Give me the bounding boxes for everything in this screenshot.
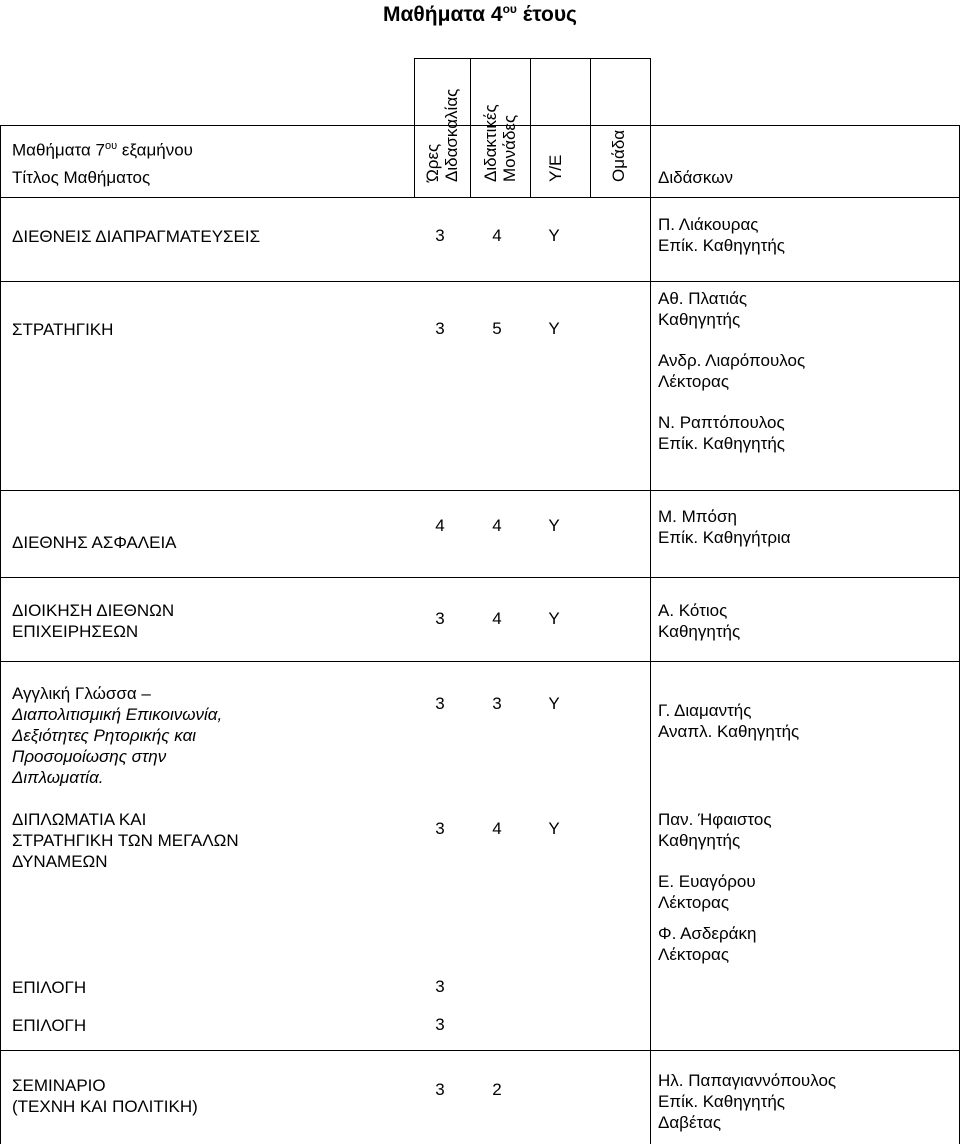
instructor-cell: Α. Κότιος Καθηγητής — [658, 601, 741, 641]
instructor-cell: Γ. Διαμαντής Αναπλ. Καθηγητής — [658, 701, 800, 741]
hours-cell: 3 — [435, 977, 445, 996]
hours-header-line2: Διδασκαλίας — [442, 88, 461, 182]
units-header-line2: Μονάδες — [500, 114, 519, 182]
subject-title-header: Τίτλος Μαθήματος — [12, 168, 151, 187]
type-cell: Υ — [548, 609, 560, 628]
subject-cell: ΣΤΡΑΤΗΓΙΚΗ — [12, 320, 114, 339]
hours-cell: 3 — [435, 226, 445, 245]
subject-cell: ΣΕΜΙΝΑΡΙΟ (ΤΕΧΝΗ ΚΑΙ ΠΟΛΙΤΙΚΗ) — [12, 1076, 198, 1116]
semester-label: Μαθήματα $7^{o\upsilon}$ εξαμήνου — [12, 140, 193, 160]
units-cell: 3 — [492, 694, 502, 713]
units-cell: 4 — [492, 609, 502, 628]
type-cell: Υ — [548, 319, 560, 338]
hours-cell: 3 — [435, 319, 445, 338]
units-cell: 4 — [492, 516, 502, 535]
type-cell: Υ — [548, 694, 560, 713]
instructor-cell: Μ. Μπόση Επίκ. Καθηγήτρια — [658, 507, 791, 547]
hours-cell: 3 — [435, 819, 445, 838]
hours-header: Ώρες — [423, 143, 442, 182]
instructor-cell: Π. Λιάκουρας Επίκ. Καθηγητής — [658, 215, 785, 255]
instructor-cell: Παν. Ήφαιστος Καθηγητής Ε. Ευαγόρου Λέκτορας Φ. Ασδεράκη Λέκτορας — [658, 810, 772, 964]
subject-cell: ΕΠΙΛΟΓΗ — [12, 978, 87, 997]
units-cell: 2 — [492, 1080, 502, 1099]
hours-cell: 4 — [435, 516, 445, 535]
type-cell: Υ — [548, 516, 560, 535]
group-header: Ομάδα — [609, 129, 628, 182]
type-cell: Υ — [548, 226, 560, 245]
units-cell: 5 — [492, 319, 502, 338]
instructors-header: Διδάσκων — [658, 168, 733, 187]
hours-cell: 3 — [435, 1015, 445, 1034]
hours-cell: 3 — [435, 694, 445, 713]
type-cell: Υ — [548, 819, 560, 838]
page-title: Μαθήματα $4^{o\upsilon}$ έτους — [383, 2, 577, 26]
subject-cell: ΔΙΟΙΚΗΣΗ ΔΙΕΘΝΩΝ ΕΠΙΧΕΙΡΗΣΕΩΝ — [12, 601, 175, 641]
units-cell: 4 — [492, 819, 502, 838]
subject-cell: ΔΙΕΘΝΗΣ ΑΣΦΑΛΕΙΑ — [12, 533, 177, 552]
units-header: Διδακτικές — [481, 104, 500, 182]
instructor-cell: Αθ. Πλατιάς Καθηγητής Ανδρ. Λιαρόπουλος Λέκτορας Ν. Ραπτόπουλος Επίκ. Καθηγητής — [658, 289, 806, 453]
subject-cell: Αγγλική Γλώσσα – Διαπολιτισμική Επικοινωνία, Δεξιότητες Ρητορικής και Προσομοίωσης στην Διπλωματία. — [12, 684, 223, 787]
units-cell: 4 — [492, 226, 502, 245]
subject-cell: ΔΙΠΛΩΜΑΤΙΑ ΚΑΙ ΣΤΡΑΤΗΓΙΚΗ ΤΩΝ ΜΕΓΑΛΩΝ ΔΥΝΑΜΕΩΝ — [12, 810, 239, 871]
hours-cell: 3 — [435, 609, 445, 628]
instructor-cell: Ηλ. Παπαγιαννόπουλος Επίκ. Καθηγητής Δαβέτας — [658, 1071, 837, 1132]
subject-cell: ΕΠΙΛΟΓΗ — [12, 1016, 87, 1035]
hours-cell: 3 — [435, 1080, 445, 1099]
subject-cell: ΔΙΕΘΝΕΙΣ ΔΙΑΠΡΑΓΜΑΤΕΥΣΕΙΣ — [12, 227, 261, 246]
type-header: Υ/Ε — [546, 154, 565, 182]
